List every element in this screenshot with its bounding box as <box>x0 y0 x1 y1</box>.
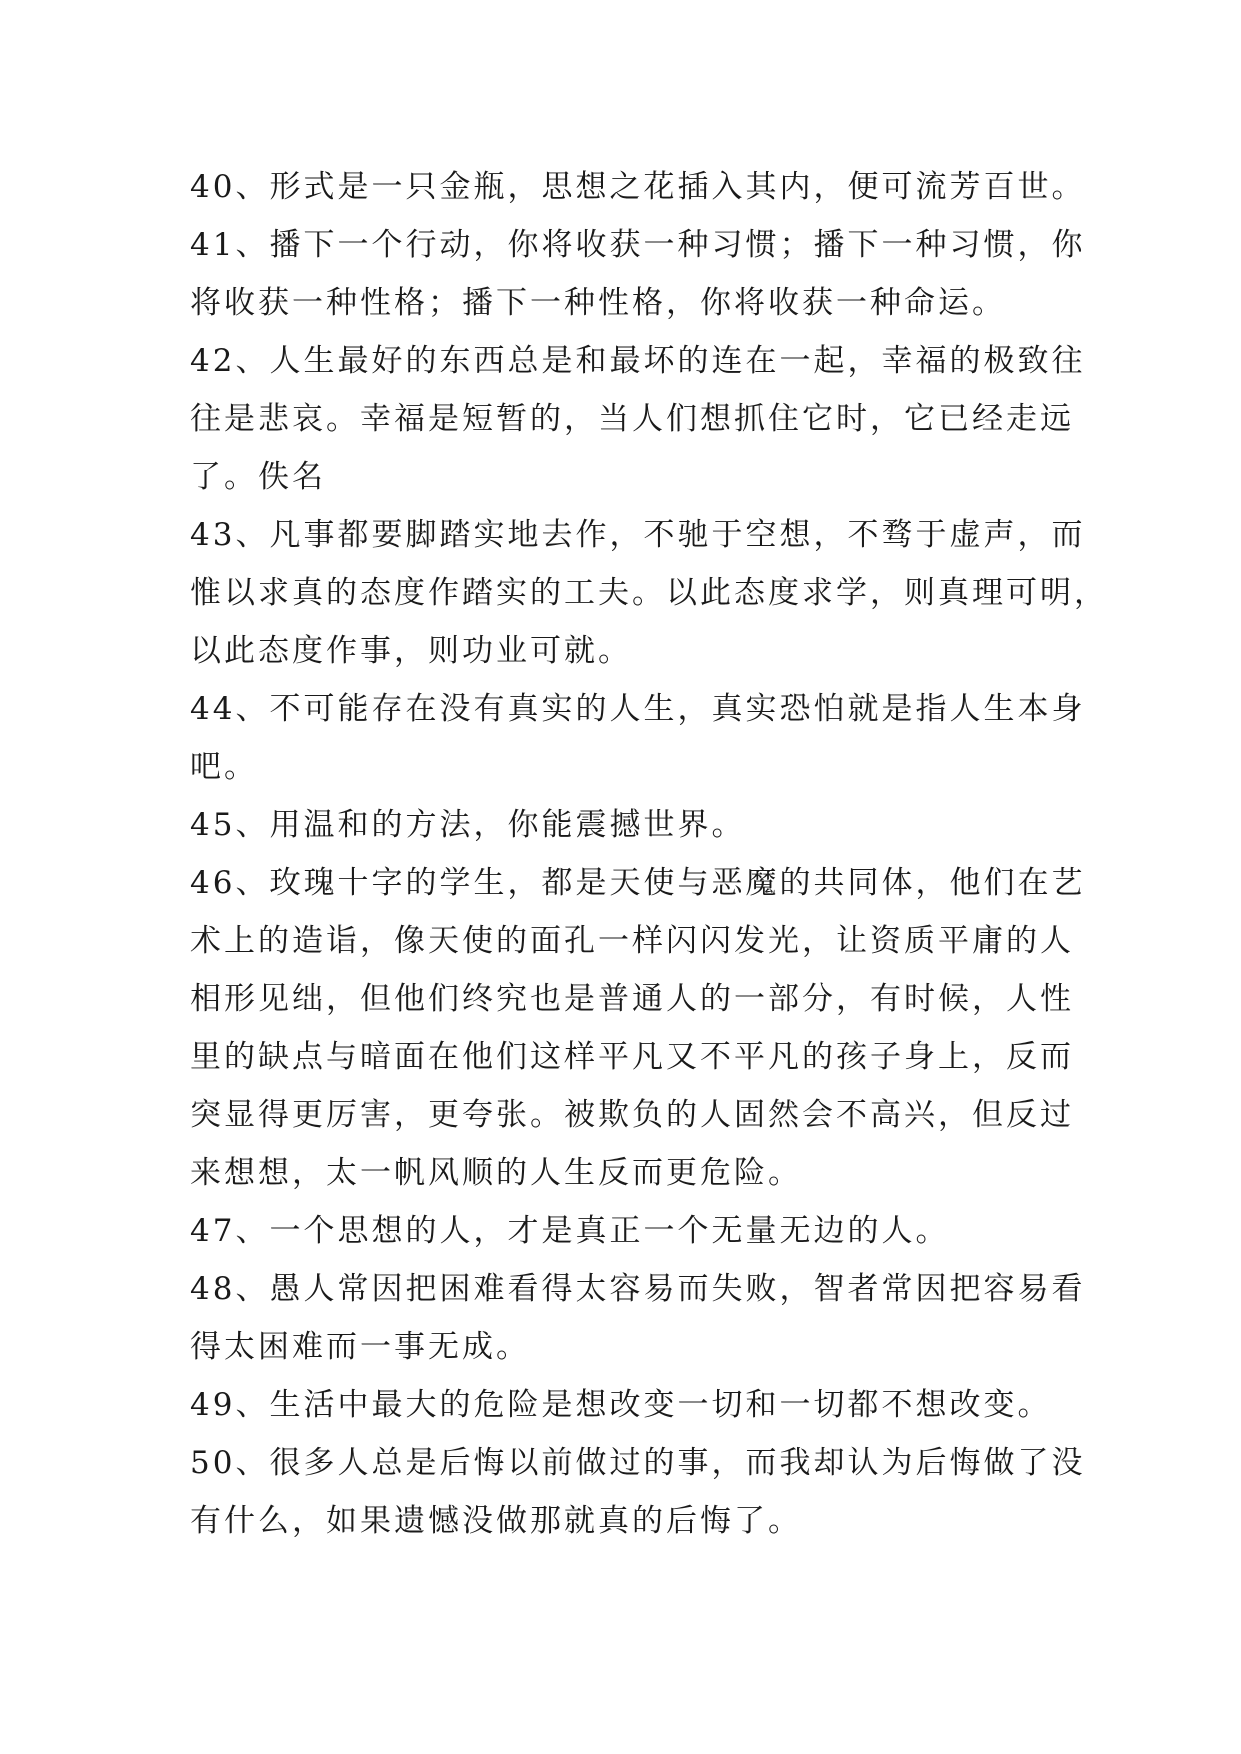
text-line: 49、生活中最大的危险是想改变一切和一切都不想改变。 <box>190 1387 1052 1423</box>
text-line: 42、人生最好的东西总是和最坏的连在一起，幸福的极致往 <box>190 343 1086 379</box>
text-line: 有什么，如果遗憾没做那就真的后悔了。 <box>190 1503 802 1539</box>
text-line: 40、形式是一只金瓶，思想之花插入其内，便可流芳百世。 <box>190 169 1086 205</box>
text-line: 来想想，太一帆风顺的人生反而更危险。 <box>190 1155 802 1191</box>
text-line: 得太困难而一事无成。 <box>190 1329 530 1365</box>
text-line: 里的缺点与暗面在他们这样平凡又不平凡的孩子身上，反而 <box>190 1039 1074 1075</box>
text-line: 了。佚名 <box>190 459 326 495</box>
text-line: 50、很多人总是后悔以前做过的事，而我却认为后悔做了没 <box>190 1445 1086 1481</box>
text-line: 将收获一种性格；播下一种性格，你将收获一种命运。 <box>190 285 1006 321</box>
text-line: 相形见绌，但他们终究也是普通人的一部分，有时候，人性 <box>190 981 1074 1017</box>
text-line: 41、播下一个行动，你将收获一种习惯；播下一种习惯，你 <box>190 227 1086 263</box>
text-line: 往是悲哀。幸福是短暂的，当人们想抓住它时，它已经走远 <box>190 401 1074 437</box>
text-line: 突显得更厉害，更夸张。被欺负的人固然会不高兴，但反过 <box>190 1097 1074 1133</box>
text-line: 45、用温和的方法，你能震撼世界。 <box>190 807 746 843</box>
text-line: 43、凡事都要脚踏实地去作，不驰于空想，不骛于虚声，而 <box>190 517 1086 553</box>
document-body <box>190 158 1108 1550</box>
text-line: 48、愚人常因把困难看得太容易而失败，智者常因把容易看 <box>190 1271 1086 1307</box>
text-line: 以此态度作事，则功业可就。 <box>190 633 632 669</box>
text-line: 47、一个思想的人，才是真正一个无量无边的人。 <box>190 1213 950 1249</box>
text-line: 术上的造诣，像天使的面孔一样闪闪发光，让资质平庸的人 <box>190 923 1074 959</box>
text-line: 46、玫瑰十字的学生，都是天使与恶魔的共同体，他们在艺 <box>190 865 1086 901</box>
text-line: 吧。 <box>190 749 258 785</box>
text-line: 44、不可能存在没有真实的人生，真实恐怕就是指人生本身 <box>190 691 1086 727</box>
text-line: 惟以求真的态度作踏实的工夫。以此态度求学，则真理可明， <box>190 575 1108 611</box>
